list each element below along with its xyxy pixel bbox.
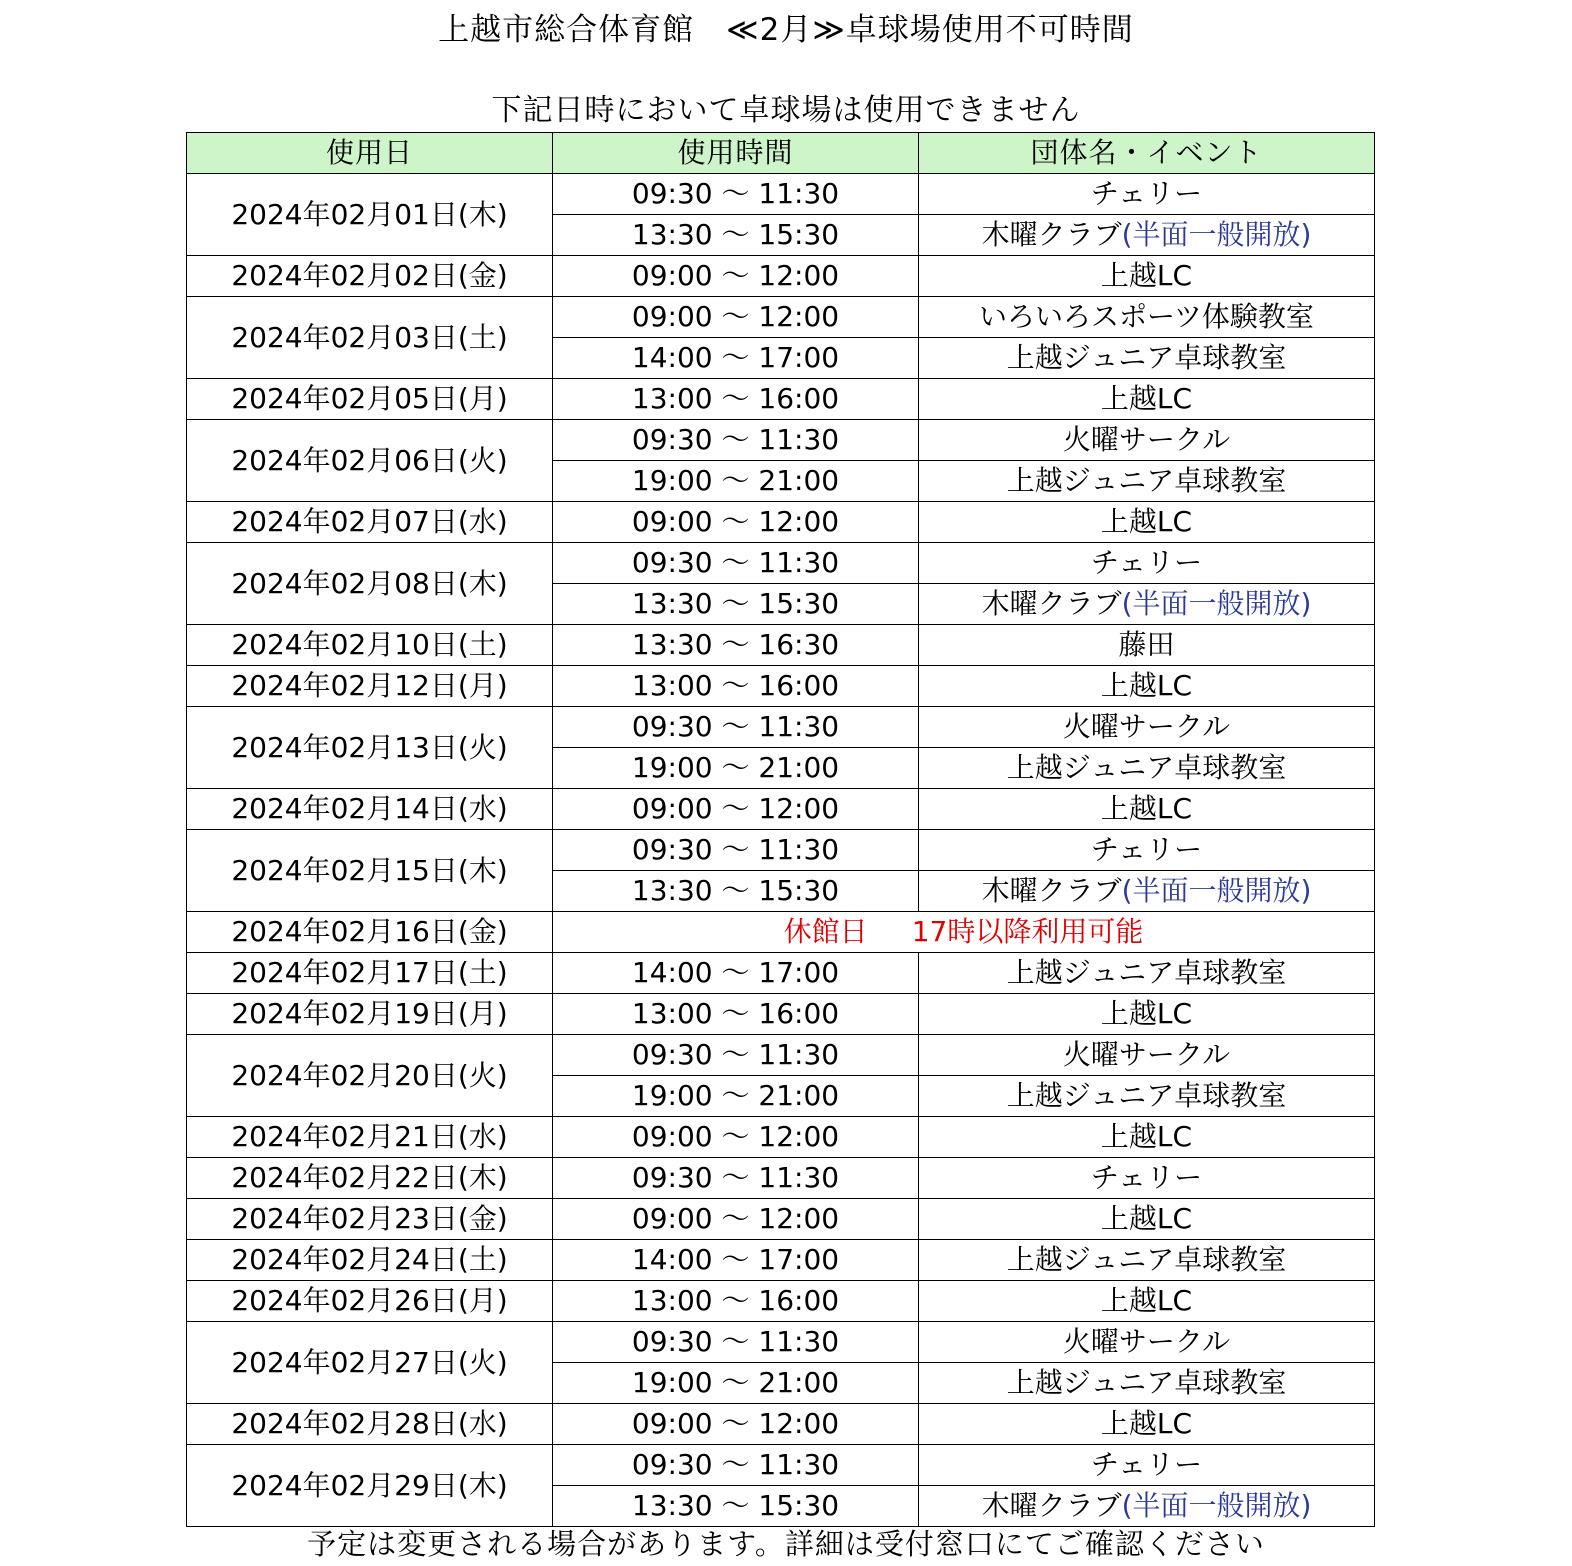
date-cell: 2024年02月16日(金) (187, 912, 553, 953)
table-row (187, 297, 1375, 338)
group-cell (919, 994, 1375, 1035)
schedule-body (187, 174, 1375, 1527)
page-subtitle: 下記日時において卓球場は使用できません (491, 93, 1081, 128)
group-cell (919, 1158, 1375, 1199)
time-cell: 09:30 ～ 11:30 (553, 1035, 919, 1076)
time-cell: 09:00 ～ 12:00 (553, 1117, 919, 1158)
date-cell: 2024年02月29日(木) (187, 1445, 553, 1527)
date-cell: 2024年02月22日(木) (187, 1158, 553, 1199)
group-cell (919, 748, 1375, 789)
time-cell: 09:30 ～ 11:30 (553, 174, 919, 215)
table-row (187, 1199, 1375, 1240)
time-cell: 13:30 ～ 15:30 (553, 584, 919, 625)
time-cell: 13:00 ～ 16:00 (553, 1281, 919, 1322)
date-cell: 2024年02月23日(金) (187, 1199, 553, 1240)
group-cell (919, 584, 1375, 625)
group-name: 上越LC (1100, 382, 1193, 415)
table-row (187, 379, 1375, 420)
group-cell (919, 625, 1375, 666)
table-row (187, 830, 1375, 871)
group-name: チェリー (1090, 177, 1203, 210)
closed-cell (553, 912, 1375, 953)
date-cell: 2024年02月17日(土) (187, 953, 553, 994)
group-name: 上越ジュニア卓球教室 (1006, 751, 1287, 784)
table-row (187, 256, 1375, 297)
group-cell (919, 666, 1375, 707)
schedule-table (186, 132, 1375, 1527)
time-cell: 09:30 ～ 11:30 (553, 1445, 919, 1486)
group-name: 上越ジュニア卓球教室 (1006, 341, 1287, 374)
table-row (187, 994, 1375, 1035)
group-cell (919, 1322, 1375, 1363)
group-cell (919, 338, 1375, 379)
date-cell: 2024年02月15日(木) (187, 830, 553, 912)
time-cell: 13:30 ～ 15:30 (553, 1486, 919, 1527)
table-row (187, 1404, 1375, 1445)
table-row (187, 1240, 1375, 1281)
group-name: 木曜クラブ (981, 874, 1122, 907)
time-cell: 14:00 ～ 17:00 (553, 1240, 919, 1281)
time-cell: 09:00 ～ 12:00 (553, 256, 919, 297)
table-row (187, 1445, 1375, 1486)
table-row (187, 1158, 1375, 1199)
group-name: 上越ジュニア卓球教室 (1006, 1243, 1287, 1276)
time-cell: 13:30 ～ 15:30 (553, 871, 919, 912)
table-row (187, 707, 1375, 748)
group-name: 木曜クラブ (981, 1489, 1122, 1522)
group-name: 上越LC (1100, 1407, 1193, 1440)
time-cell: 09:30 ～ 11:30 (553, 830, 919, 871)
table-row (187, 1322, 1375, 1363)
table-row (187, 420, 1375, 461)
group-note: (半面一般開放) (1121, 218, 1312, 251)
date-cell: 2024年02月20日(火) (187, 1035, 553, 1117)
date-cell: 2024年02月10日(土) (187, 625, 553, 666)
group-cell (919, 461, 1375, 502)
date-cell: 2024年02月12日(月) (187, 666, 553, 707)
date-cell: 2024年02月26日(月) (187, 1281, 553, 1322)
group-cell (919, 1240, 1375, 1281)
date-cell: 2024年02月13日(火) (187, 707, 553, 789)
group-name: チェリー (1090, 546, 1203, 579)
group-name: 上越LC (1100, 1284, 1193, 1317)
date-cell: 2024年02月03日(土) (187, 297, 553, 379)
group-name: 上越LC (1100, 259, 1193, 292)
footer-note: 予定は変更される場合があります。詳細は受付窓口にてご確認ください (307, 1527, 1265, 1561)
date-cell: 2024年02月19日(月) (187, 994, 553, 1035)
date-cell: 2024年02月01日(木) (187, 174, 553, 256)
header-time: 使用時間 (553, 133, 919, 174)
date-cell: 2024年02月14日(水) (187, 789, 553, 830)
group-name: チェリー (1090, 833, 1203, 866)
date-cell: 2024年02月28日(水) (187, 1404, 553, 1445)
time-cell: 13:00 ～ 16:00 (553, 666, 919, 707)
group-cell (919, 1281, 1375, 1322)
table-row (187, 543, 1375, 584)
date-cell: 2024年02月06日(火) (187, 420, 553, 502)
group-name: 上越LC (1100, 505, 1193, 538)
group-cell (919, 420, 1375, 461)
group-cell (919, 1445, 1375, 1486)
group-cell (919, 871, 1375, 912)
time-cell: 09:30 ～ 11:30 (553, 543, 919, 584)
time-cell: 09:30 ～ 11:30 (553, 707, 919, 748)
time-cell: 09:30 ～ 11:30 (553, 420, 919, 461)
time-cell: 13:30 ～ 15:30 (553, 215, 919, 256)
group-cell (919, 215, 1375, 256)
group-cell (919, 1404, 1375, 1445)
date-cell: 2024年02月02日(金) (187, 256, 553, 297)
time-cell: 09:30 ～ 11:30 (553, 1158, 919, 1199)
time-cell: 13:00 ～ 16:00 (553, 379, 919, 420)
date-cell: 2024年02月08日(木) (187, 543, 553, 625)
date-cell: 2024年02月24日(土) (187, 1240, 553, 1281)
table-row (187, 625, 1375, 666)
group-name: チェリー (1090, 1448, 1203, 1481)
group-name: 藤田 (1118, 628, 1175, 661)
group-name: 上越LC (1100, 997, 1193, 1030)
time-cell: 09:30 ～ 11:30 (553, 1322, 919, 1363)
group-cell (919, 1486, 1375, 1527)
time-cell: 14:00 ～ 17:00 (553, 953, 919, 994)
group-name: 火曜サークル (1062, 1325, 1231, 1358)
group-name: 上越ジュニア卓球教室 (1006, 1079, 1287, 1112)
date-cell: 2024年02月27日(火) (187, 1322, 553, 1404)
group-name: 上越LC (1100, 669, 1193, 702)
group-cell (919, 1117, 1375, 1158)
time-cell: 19:00 ～ 21:00 (553, 748, 919, 789)
table-row (187, 502, 1375, 543)
group-cell (919, 543, 1375, 584)
group-name: チェリー (1090, 1161, 1203, 1194)
table-row (187, 1281, 1375, 1322)
group-name: 火曜サークル (1062, 1038, 1231, 1071)
group-cell (919, 789, 1375, 830)
group-note: (半面一般開放) (1121, 587, 1312, 620)
table-row (187, 174, 1375, 215)
group-name: 上越ジュニア卓球教室 (1006, 464, 1287, 497)
time-cell: 09:00 ～ 12:00 (553, 1404, 919, 1445)
closed-label: 休館日 (783, 915, 868, 948)
table-row (187, 1117, 1375, 1158)
header-group: 団体名・イベント (919, 133, 1375, 174)
group-cell (919, 1035, 1375, 1076)
time-cell: 09:00 ～ 12:00 (553, 1199, 919, 1240)
table-header-row (187, 133, 1375, 174)
group-name: 上越LC (1100, 792, 1193, 825)
group-note: (半面一般開放) (1121, 874, 1312, 907)
time-cell: 09:00 ～ 12:00 (553, 789, 919, 830)
group-name: 火曜サークル (1062, 710, 1231, 743)
page-title: 上越市総合体育館 ≪2月≫卓球場使用不可時間 (438, 12, 1134, 48)
group-cell (919, 502, 1375, 543)
date-cell: 2024年02月05日(月) (187, 379, 553, 420)
date-cell: 2024年02月21日(水) (187, 1117, 553, 1158)
group-name: 上越ジュニア卓球教室 (1006, 1366, 1287, 1399)
group-cell (919, 1076, 1375, 1117)
header-date: 使用日 (187, 133, 553, 174)
group-name: いろいろスポーツ体験教室 (979, 300, 1314, 333)
group-name: 木曜クラブ (981, 218, 1122, 251)
table-row (187, 666, 1375, 707)
group-cell (919, 1199, 1375, 1240)
time-cell: 09:00 ～ 12:00 (553, 297, 919, 338)
table-row (187, 1035, 1375, 1076)
group-cell (919, 379, 1375, 420)
group-name: 上越LC (1100, 1202, 1193, 1235)
time-cell: 09:00 ～ 12:00 (553, 502, 919, 543)
group-note: (半面一般開放) (1121, 1489, 1312, 1522)
table-row (187, 953, 1375, 994)
time-cell: 14:00 ～ 17:00 (553, 338, 919, 379)
time-cell: 19:00 ～ 21:00 (553, 1076, 919, 1117)
group-name: 木曜クラブ (981, 587, 1122, 620)
group-name: 上越LC (1100, 1120, 1193, 1153)
time-cell: 19:00 ～ 21:00 (553, 1363, 919, 1404)
date-cell: 2024年02月07日(水) (187, 502, 553, 543)
group-name: 火曜サークル (1062, 423, 1231, 456)
group-cell (919, 174, 1375, 215)
group-cell (919, 707, 1375, 748)
closed-detail: 17時以降利用可能 (911, 915, 1144, 948)
group-cell (919, 256, 1375, 297)
table-row (187, 789, 1375, 830)
time-cell: 19:00 ～ 21:00 (553, 461, 919, 502)
time-cell: 13:00 ～ 16:00 (553, 994, 919, 1035)
group-cell (919, 830, 1375, 871)
group-name: 上越ジュニア卓球教室 (1006, 956, 1287, 989)
group-cell (919, 953, 1375, 994)
time-cell: 13:30 ～ 16:30 (553, 625, 919, 666)
group-cell (919, 1363, 1375, 1404)
table-row (187, 912, 1375, 953)
group-cell (919, 297, 1375, 338)
